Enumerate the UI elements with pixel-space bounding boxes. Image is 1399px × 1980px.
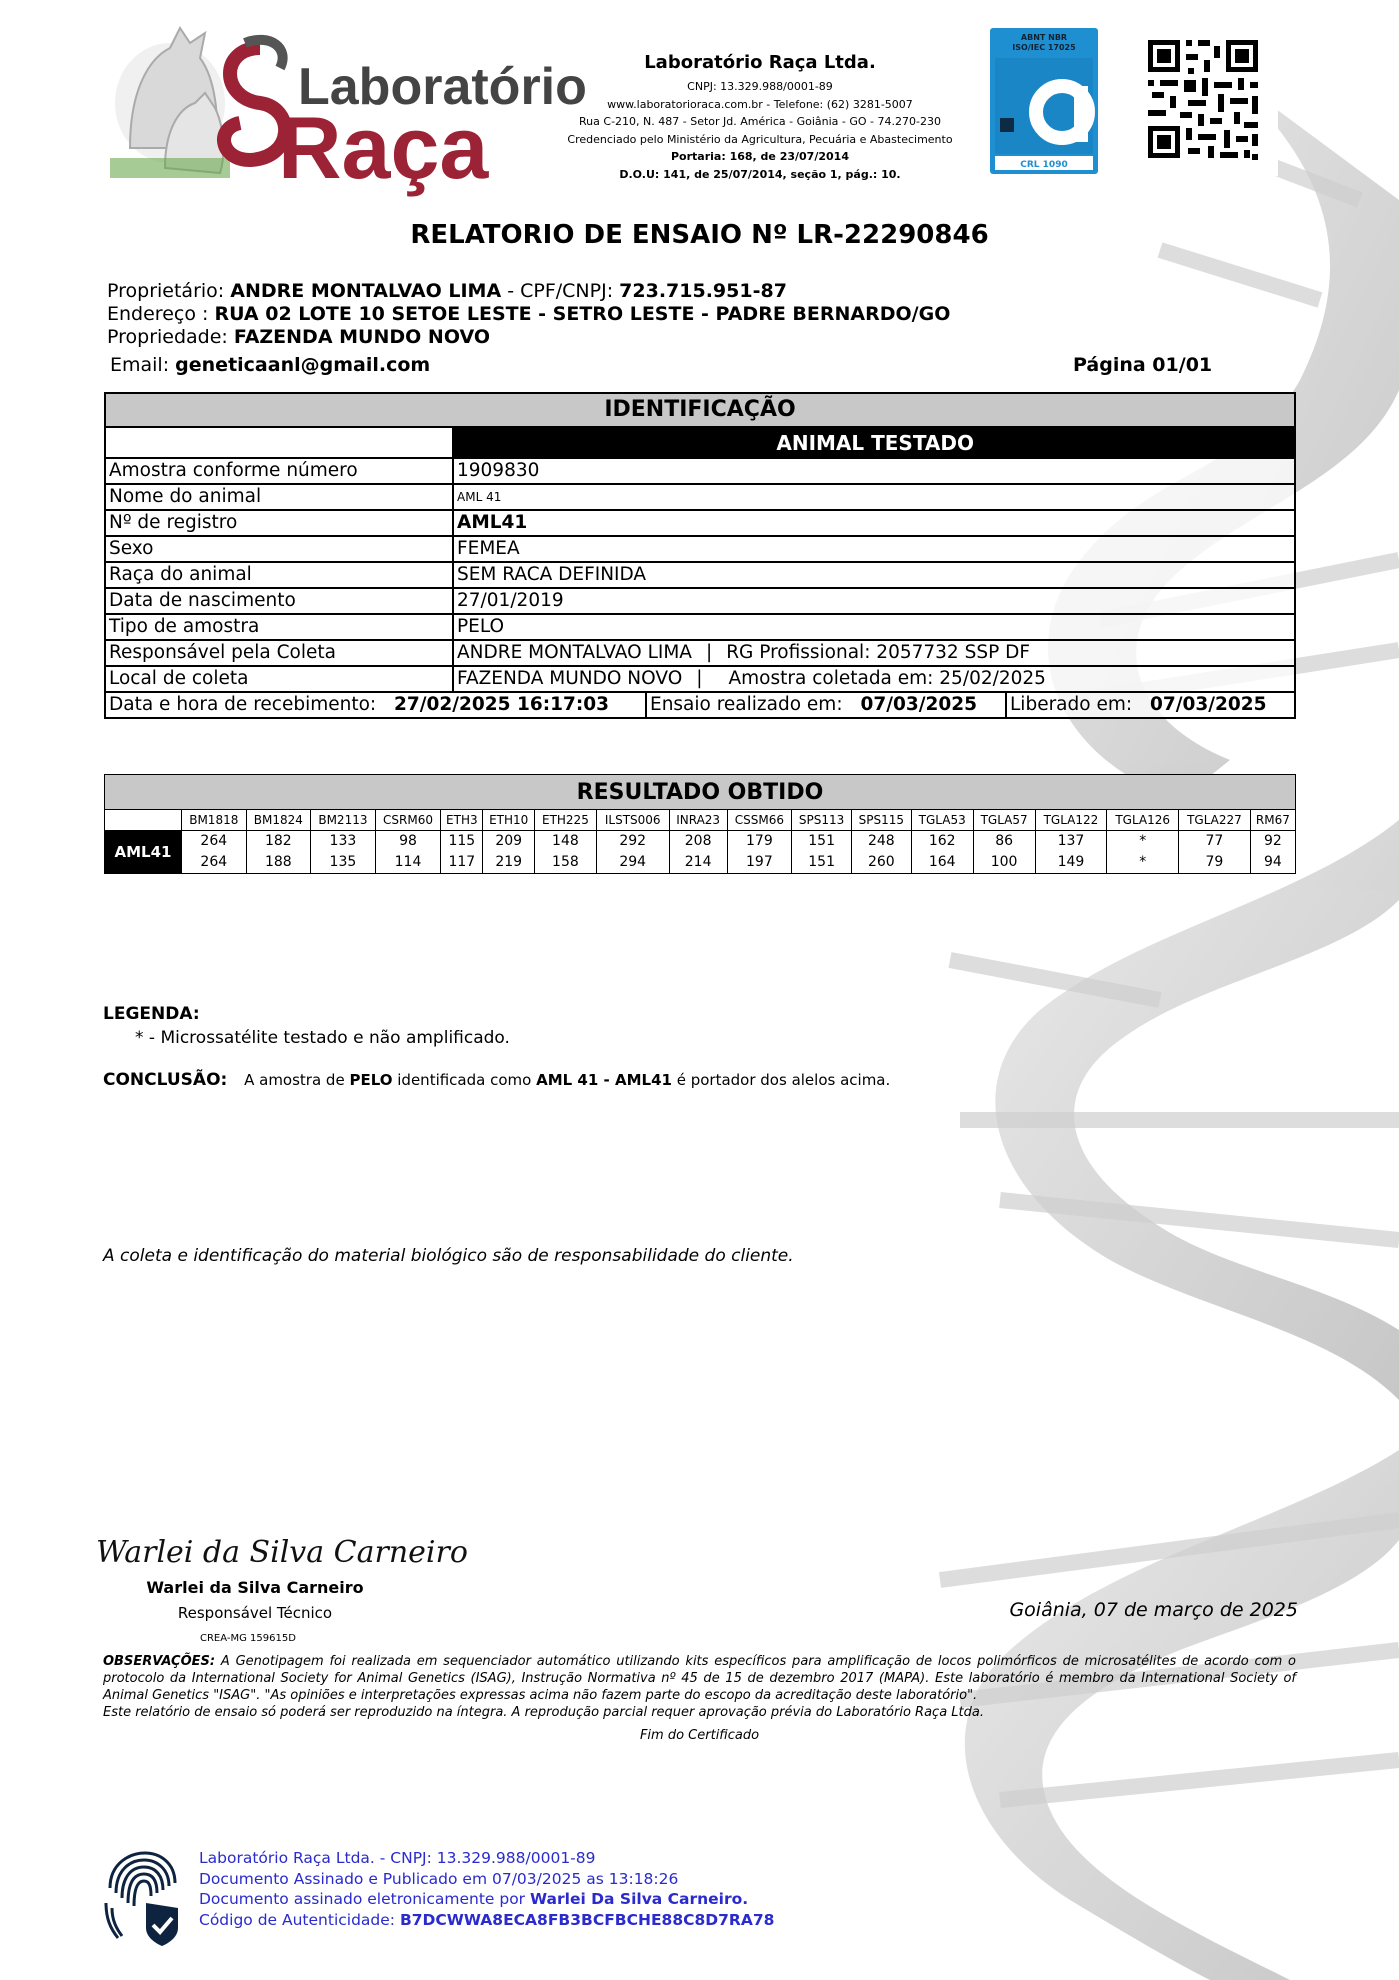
location-row: Local de coleta FAZENDA MUNDO NOVO | Amostra coletada em: 25/02/2025 [105, 666, 1295, 692]
allele-cell [483, 831, 535, 874]
svg-text:ISO/IEC 17025: ISO/IEC 17025 [1012, 43, 1076, 52]
allele-cell [1107, 831, 1179, 874]
allele-2: 219 [495, 854, 523, 870]
address-line: Endereço : RUA 02 LOTE 10 SETOE LESTE - SETRO LESTE - PADRE BERNARDO/GO [107, 303, 951, 325]
allele-cell [851, 831, 911, 874]
allele-2: 117 [448, 854, 476, 870]
digital-code-line: Código de Autenticidade: B7DCWWA8ECA8FB3BCFBCHE88C8D7RA78 [199, 1910, 775, 1929]
allele-1: * [1139, 833, 1147, 849]
allele-cell [182, 831, 247, 874]
marker-header: TGLA227 [1179, 810, 1251, 831]
allele-cell [911, 831, 973, 874]
lab-name: Laboratório Raça Ltda. [644, 52, 876, 73]
authenticity-code[interactable]: B7DCWWA8ECA8FB3BCFBCHE88C8D7RA78 [399, 1910, 775, 1929]
received-datetime: 27/02/2025 16:17:03 [394, 694, 609, 715]
allele-cell [792, 831, 852, 874]
allele-1: 162 [928, 833, 956, 849]
marker-header: TGLA57 [973, 810, 1035, 831]
allele-1: 248 [867, 833, 895, 849]
allele-2: 164 [928, 854, 956, 870]
owner-email: geneticaanl@gmail.com [175, 354, 431, 376]
conclusion: CONCLUSÃO: A amostra de PELO identificada como AML 41 - AML41 é portador dos alelos acima. [103, 1070, 891, 1090]
marker-header: INRA23 [669, 810, 727, 831]
identification-value: 27/01/2019 [453, 588, 1295, 614]
signature-image [96, 1520, 468, 1580]
allele-cell [441, 831, 483, 874]
performed-date: 07/03/2025 [860, 694, 977, 715]
report-title: RELATORIO DE ENSAIO Nº LR-22290846 [410, 220, 989, 250]
legend-title: LEGENDA: [103, 1004, 200, 1024]
svg-text:Warlei da Silva Carneiro: Warlei da Silva Carneiro [96, 1535, 468, 1570]
allele-cell [1179, 831, 1251, 874]
marker-header: RM67 [1250, 810, 1295, 831]
allele-1: 292 [619, 833, 647, 849]
observations: OBSERVAÇÕES: A Genotipagem foi realizada em sequenciador automático utilizando kits específicos para amplificação de locos polimórficos de microsatélites de acordo com o protocolo da International Society for Animal Genetics (ISAG), Instrução Normativa nº 45 de 15 de dezembro 2017 (MAPA). Este laboratório é membro da International Society of Animal Genetics "ISAG". "As opiniões e interpretações expressas acima não fazem parte do escopo da acreditação deste laboratório". Este relatório de ensaio só poderá ser reproduzido na íntegra. A reprodução parcial requer aprovação prévia do Laboratório Raça Ltda. [103, 1654, 1296, 1720]
allele-cell [669, 831, 727, 874]
allele-2: 149 [1057, 854, 1085, 870]
allele-cell [727, 831, 792, 874]
owner-address: RUA 02 LOTE 10 SETOE LESTE - SETRO LESTE - PADRE BERNARDO/GO [214, 303, 951, 325]
responsibility-note: A coleta e identificação do material biológico são de responsabilidade do cliente. [103, 1246, 794, 1266]
identification-label: Sexo [105, 536, 453, 562]
allele-cell [1250, 831, 1295, 874]
marker-header: ETH3 [441, 810, 483, 831]
results-title: RESULTADO OBTIDO [105, 775, 1296, 810]
allele-1: 98 [399, 833, 417, 849]
identification-label: Nome do animal [105, 484, 453, 510]
abnt-seal [990, 28, 1098, 174]
allele-cell [311, 831, 376, 874]
digital-lab-line: Laboratório Raça Ltda. - CNPJ: 13.329.988/0001-89 [199, 1849, 596, 1867]
marker-header: ETH225 [535, 810, 597, 831]
allele-2: 214 [684, 854, 712, 870]
identification-row [105, 510, 1295, 536]
collector-name: ANDRE MONTALVAO LIMA [457, 642, 692, 663]
lab-credential: Credenciado pelo Ministério da Agricultura, Pecuária e Abastecimento [567, 132, 953, 146]
collection-location: FAZENDA MUNDO NOVO [457, 668, 683, 689]
identification-value: PELO [453, 614, 1295, 640]
svg-text:Laboratório: Laboratório [298, 58, 587, 116]
allele-2: 188 [264, 854, 292, 870]
lab-address: Rua C-210, N. 487 - Setor Jd. América - Goiânia - GO - 74.270-230 [579, 115, 941, 128]
allele-2: 197 [746, 854, 773, 870]
identification-row [105, 536, 1295, 562]
identification-value: FEMEA [453, 536, 1295, 562]
dates-row: Data e hora de recebimento: 27/02/2025 16:17:03 Ensaio realizado em: 07/03/2025 Liberado em: 07/03/2025 [105, 692, 1295, 718]
lab-logo [110, 8, 587, 198]
allele-1: 133 [329, 833, 357, 849]
legend-item: * - Microssatélite testado e não amplificado. [135, 1028, 510, 1048]
lab-dou: D.O.U: 141, de 25/07/2014, seção 1, pág.: 10. [619, 167, 901, 181]
end-of-certificate: Fim do Certificado [639, 1728, 760, 1743]
marker-header: TGLA122 [1035, 810, 1107, 831]
allele-cell [375, 831, 441, 874]
allele-2: 264 [200, 854, 228, 870]
allele-cell [596, 831, 669, 874]
collector-rg: RG Profissional: 2057732 SSP DF [726, 642, 1030, 663]
identification-row [105, 614, 1295, 640]
identification-label: Amostra conforme número [105, 458, 453, 484]
marker-header: SPS113 [792, 810, 852, 831]
allele-2: 294 [619, 854, 647, 870]
identification-label: Raça do animal [105, 562, 453, 588]
signer-crea: CREA-MG 159615D [200, 1633, 296, 1644]
allele-1: 77 [1205, 833, 1224, 849]
signer-name: Warlei da Silva Carneiro [146, 1578, 364, 1597]
lab-info [540, 50, 980, 183]
identification-title: IDENTIFICAÇÃO [105, 393, 1295, 427]
signer-role: Responsável Técnico [177, 1604, 333, 1622]
allele-2: 158 [552, 854, 579, 870]
owner-line: Proprietário: ANDRE MONTALVAO LIMA - CPF/CNPJ: 723.715.951-87 [107, 280, 787, 302]
identification-value: AML41 [453, 510, 1295, 536]
marker-header: BM2113 [311, 810, 376, 831]
marker-header: CSRM60 [375, 810, 441, 831]
allele-cell [1035, 831, 1107, 874]
allele-2: 151 [808, 854, 835, 870]
allele-1: 92 [1263, 833, 1282, 849]
allele-2: * [1139, 854, 1147, 870]
digital-signature-block [199, 1848, 774, 1930]
identification-row [105, 562, 1295, 588]
property-line: Propriedade: FAZENDA MUNDO NOVO [107, 326, 490, 348]
svg-text:ABNT NBR: ABNT NBR [1020, 33, 1068, 42]
allele-1: 148 [552, 833, 579, 849]
qr-code[interactable] [1128, 26, 1278, 176]
identification-label: Nº de registro [105, 510, 453, 536]
collector-row: Responsável pela Coleta ANDRE MONTALVAO LIMA | RG Profissional: 2057732 SSP DF [105, 640, 1295, 666]
digital-published-line: Documento Assinado e Publicado em 07/03/2025 as 13:18:26 [199, 1869, 679, 1888]
allele-cell [973, 831, 1035, 874]
results-table [104, 774, 1296, 874]
allele-1: 182 [264, 833, 292, 849]
allele-1: 151 [808, 833, 835, 849]
animal-tested-header: ANIMAL TESTADO [453, 427, 1295, 458]
marker-header: SPS115 [851, 810, 911, 831]
allele-2: 135 [329, 854, 357, 870]
marker-header: BM1824 [246, 810, 311, 831]
released-date: 07/03/2025 [1149, 694, 1267, 715]
marker-header: BM1818 [182, 810, 247, 831]
email-line: Email: geneticaanl@gmail.com [110, 354, 431, 376]
digital-signer-line: Documento assinado eletronicamente por Warlei Da Silva Carneiro. [199, 1890, 749, 1908]
city-date: Goiânia, 07 de março de 2025 [1009, 1599, 1298, 1621]
identification-label: Tipo de amostra [105, 614, 453, 640]
page-number: Página 01/01 [1073, 354, 1213, 376]
identification-value: SEM RACA DEFINIDA [453, 562, 1295, 588]
allele-1: 264 [200, 833, 228, 849]
owner-cpf: 723.715.951-87 [619, 280, 787, 302]
fingerprint-shield-icon [100, 1848, 182, 1948]
lab-site-phone: www.laboratorioraca.com.br - Telefone: (62) 3281-5007 [607, 97, 913, 111]
identification-value: 1909830 [453, 458, 1295, 484]
marker-header: ILSTS006 [596, 810, 669, 831]
marker-header: ETH10 [483, 810, 535, 831]
allele-1: 179 [746, 833, 773, 849]
owner-name: ANDRE MONTALVAO LIMA [230, 280, 502, 302]
allele-2: 94 [1263, 854, 1282, 870]
identification-row [105, 484, 1295, 510]
identification-row [105, 588, 1295, 614]
svg-text:CRL 1090: CRL 1090 [1020, 160, 1068, 170]
allele-cell [535, 831, 597, 874]
marker-header: TGLA126 [1107, 810, 1179, 831]
identification-row [105, 458, 1295, 484]
result-animal-id: AML41 [105, 831, 182, 874]
marker-header: CSSM66 [727, 810, 792, 831]
identification-value: AML 41 [453, 484, 1295, 510]
allele-2: 260 [867, 854, 895, 870]
marker-header: TGLA53 [911, 810, 973, 831]
lab-cnpj: CNPJ: 13.329.988/0001-89 [687, 80, 833, 93]
collection-date: Amostra coletada em: 25/02/2025 [728, 668, 1046, 689]
identification-table [104, 392, 1296, 719]
allele-2: 79 [1205, 854, 1224, 870]
lab-portaria: Portaria: 168, de 23/07/2014 [671, 150, 849, 163]
allele-1: 86 [995, 833, 1014, 849]
allele-1: 137 [1057, 833, 1085, 849]
allele-2: 100 [990, 854, 1018, 870]
allele-1: 115 [448, 833, 476, 849]
svg-text:Raça: Raça [278, 98, 489, 197]
identification-label: Data de nascimento [105, 588, 453, 614]
allele-cell [246, 831, 311, 874]
property-name: FAZENDA MUNDO NOVO [233, 326, 490, 348]
allele-2: 114 [394, 854, 422, 870]
allele-1: 209 [495, 833, 523, 849]
allele-1: 208 [684, 833, 712, 849]
